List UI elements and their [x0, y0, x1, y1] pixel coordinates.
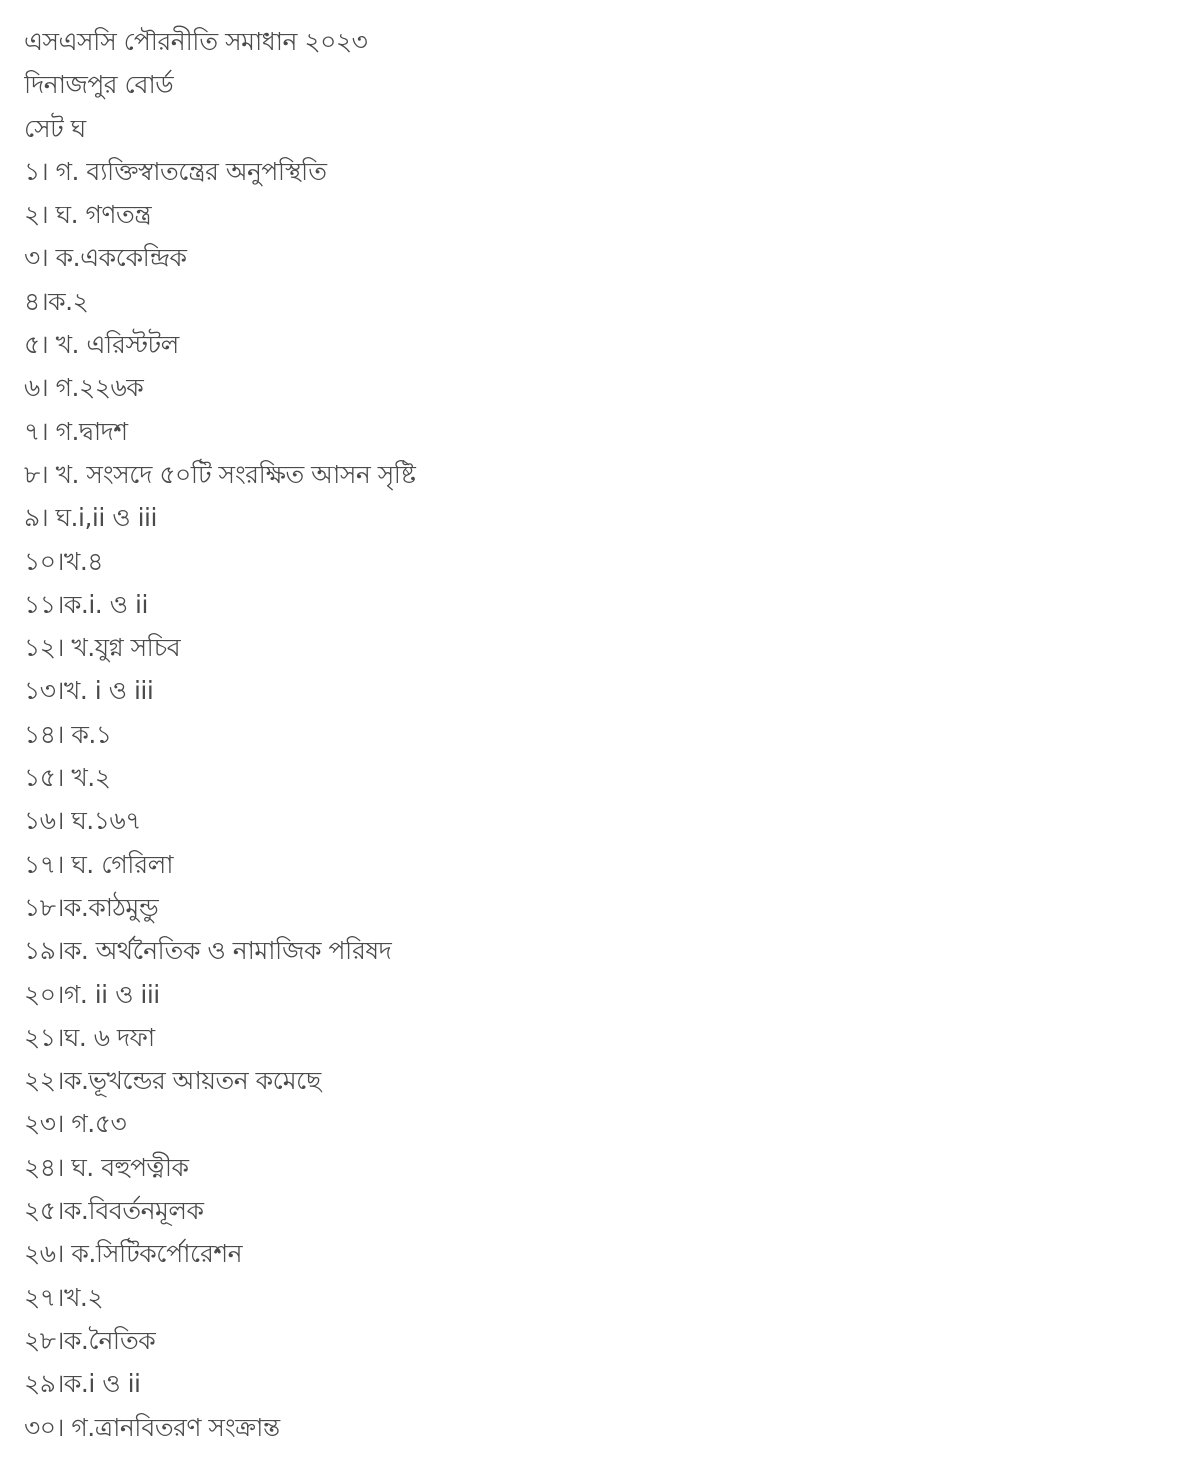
answer-line: ১৭। ঘ. গেরিলা	[24, 849, 174, 879]
answer-line: ২৮।ক.নৈতিক	[24, 1325, 156, 1355]
answer-line: ৭। গ.দ্বাদশ	[24, 416, 128, 446]
answer-line: ২৬। ক.সিটিকর্পোরেশন	[24, 1239, 243, 1269]
answer-line: ২০।গ. ii ও iii	[24, 979, 160, 1009]
answer-line: ২। ঘ. গণতন্ত্র	[24, 200, 152, 230]
answer-line: ৬। গ.২২৬ক	[24, 373, 144, 403]
answer-line: ২২।ক.ভূখন্ডের আয়তন কমেছে	[24, 1066, 321, 1096]
answer-line: ৩০। গ.ত্রানবিতরণ সংক্রান্ত	[24, 1412, 280, 1442]
answer-line: ১০।খ.৪	[24, 546, 104, 576]
answer-line: ১৯।ক. অর্থনৈতিক ও নামাজিক পরিষদ	[24, 936, 392, 966]
answer-line: ১১।ক.i. ও ii	[24, 589, 148, 619]
answer-line: ৪।ক.২	[24, 286, 89, 316]
answer-line: ২৭।খ.২	[24, 1282, 104, 1312]
answer-line: ১৮।ক.কাঠমুন্ডু	[24, 892, 159, 922]
set-label: সেট ঘ	[24, 113, 86, 143]
answer-document	[24, 20, 1154, 1449]
answer-line: ১৬। ঘ.১৬৭	[24, 806, 141, 836]
answer-line: ১৩।খ. i ও iii	[24, 676, 154, 706]
answer-line: ৯। ঘ.i,ii ও iii	[24, 503, 157, 533]
answer-line: ১। গ. ব্যক্তিস্বাতন্ত্রের অনুপস্থিতি	[24, 156, 327, 186]
answer-line: ১৫। খ.২	[24, 763, 111, 793]
document-title: এসএসসি পৌরনীতি সমাধান ২০২৩	[24, 27, 368, 56]
answer-line: ৮। খ. সংসদে ৫০টি সংরক্ষিত আসন সৃষ্টি	[24, 459, 416, 489]
answer-line: ২৯।ক.i ও ii	[24, 1369, 141, 1399]
answer-line: ২১।ঘ. ৬ দফা	[24, 1022, 155, 1052]
answer-line: ২৩। গ.৫৩	[24, 1109, 127, 1139]
answer-line: ১২। খ.যুগ্ন সচিব	[24, 633, 181, 663]
answer-line: ২৫।ক.বিবর্তনমূলক	[24, 1196, 204, 1226]
board-name: দিনাজপুর বোর্ড	[24, 70, 174, 100]
answer-line: ২৪। ঘ. বহুপত্নীক	[24, 1152, 189, 1182]
answer-line: ১৪। ক.১	[24, 719, 112, 749]
answer-line: ৩। ক.এককেন্দ্রিক	[24, 243, 187, 273]
answer-line: ৫। খ. এরিস্টটল	[24, 330, 179, 360]
